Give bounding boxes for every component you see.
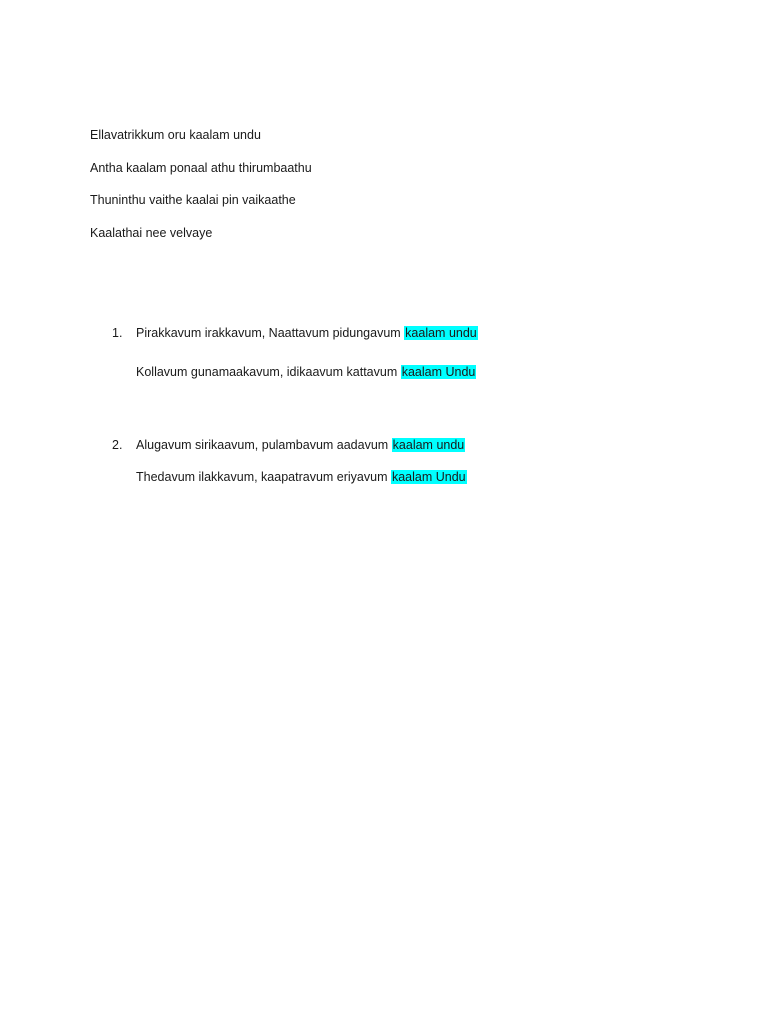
list-item-1-line-1 xyxy=(136,325,478,341)
list-item-2-line-1-text: Alugavum sirikaavum, pulambavum aadavum xyxy=(136,438,392,452)
intro-line-3: Thuninthu vaithe kaalai pin vaikaathe xyxy=(90,193,296,207)
intro-line-2: Antha kaalam ponaal athu thirumbaathu xyxy=(90,161,312,175)
highlight-kaalam-undu: kaalam undu xyxy=(405,326,477,340)
list-item-2-line-1 xyxy=(136,437,465,453)
list-item-2-line-2-text: Thedavum ilakkavum, kaapatravum eriyavum xyxy=(136,470,391,484)
highlight-kaalam-undu: kaalam undu xyxy=(392,438,465,452)
list-item-1-line-2 xyxy=(136,364,476,380)
list-number-1: 1. xyxy=(112,326,123,340)
highlight-kaalam-undu: kaalam Undu xyxy=(401,365,476,379)
list-item-1-line-2-text: Kollavum gunamaakavum, idikaavum kattavum xyxy=(136,365,401,379)
list-number-2: 2. xyxy=(112,438,123,452)
list-item-1-line-1-text: Pirakkavum irakkavum, Naattavum pidungavum xyxy=(136,326,405,340)
intro-line-1: Ellavatrikkum oru kaalam undu xyxy=(90,128,261,142)
highlight-kaalam-undu: kaalam Undu xyxy=(391,470,466,484)
list-item-2-line-2 xyxy=(136,469,467,485)
intro-line-4: Kaalathai nee velvaye xyxy=(90,226,213,240)
